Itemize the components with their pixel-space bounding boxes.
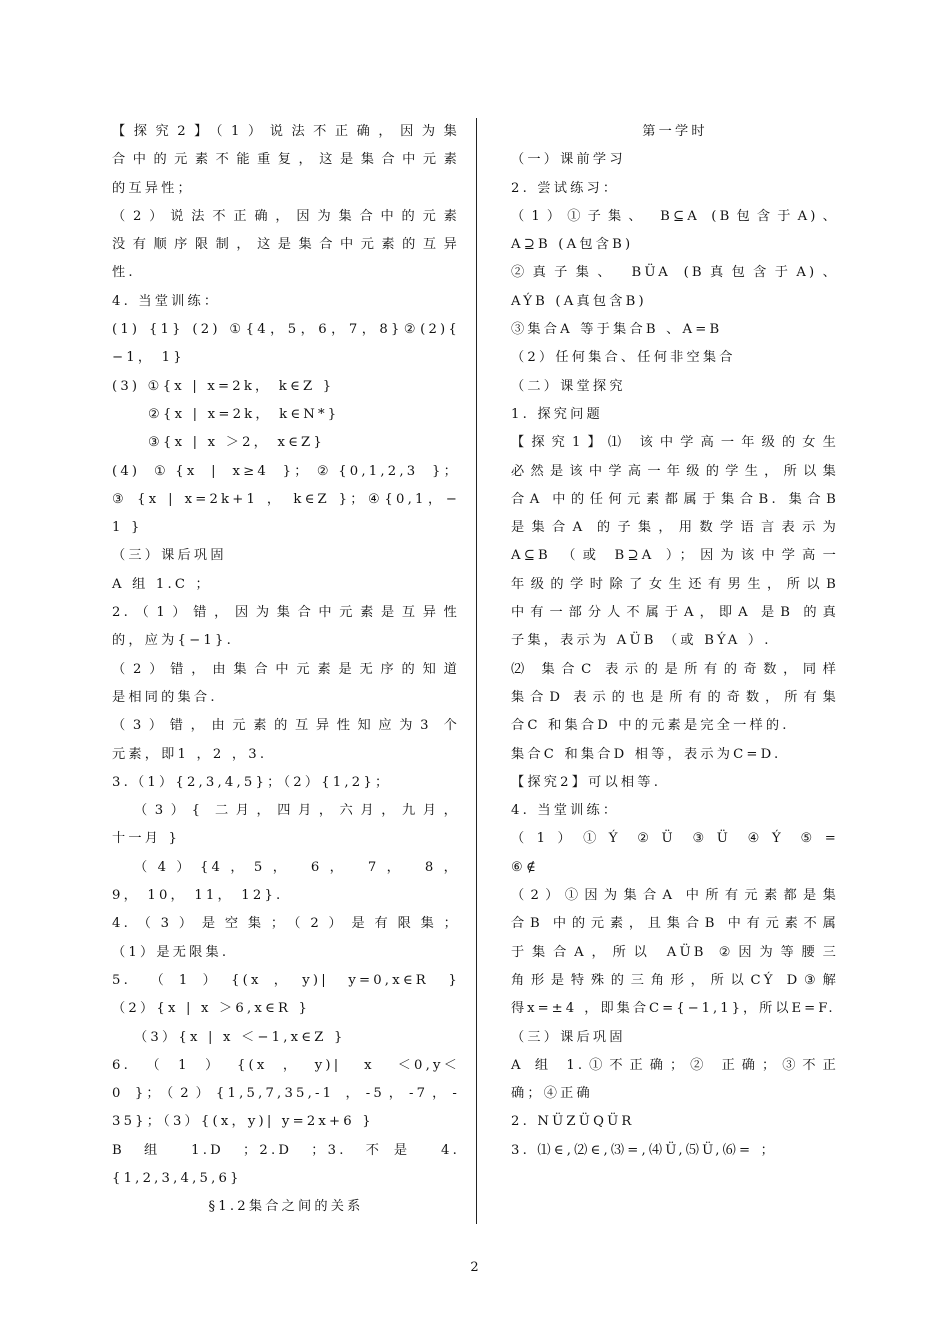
right-line-23: 集合C 和集合D 相等，表示为C=D. bbox=[511, 746, 782, 762]
left-line-11: ②{x | x=2k， k∈N*} bbox=[148, 406, 340, 422]
right-line-16: A⊆B （或 B⊇A ）；因为该中学高一 bbox=[511, 548, 839, 564]
right-line-2: （一）课前学习 bbox=[511, 152, 626, 168]
left-line-35: 0 }；（2）{1,5,7,35,-1 ，-5，-7，- bbox=[112, 1086, 460, 1102]
right-line-27: ⑥∉ bbox=[511, 859, 539, 875]
left-line-8: (1) {1} (2) ①{4，5，6，7，8}②(2){ bbox=[112, 322, 460, 338]
right-line-18: 中有一部分人不属于A，即A 是B 的真 bbox=[511, 605, 839, 621]
right-line-9: （2）任何集合、任何非空集合 bbox=[511, 350, 736, 366]
right-line-30: 于集合A，所以 AÜB ②因为等腰三 bbox=[511, 944, 839, 960]
left-line-3: 的互异性； bbox=[112, 180, 194, 196]
right-line-22: 合C 和集合D 中的元素是完全一样的. bbox=[511, 718, 790, 734]
left-line-17: A 组 1.C ； bbox=[112, 576, 212, 592]
right-line-17: 年级的学时除了女生还有男生，所以B bbox=[511, 576, 839, 592]
left-line-36: 35}；（3）{(x，y)| y=2x+6 } bbox=[112, 1114, 374, 1130]
column-divider bbox=[476, 118, 477, 1224]
right-line-26: （1）①Ý ②Ü ③Ü ④Ý ⑤= bbox=[511, 831, 839, 847]
left-line-30: （1）是无限集. bbox=[112, 944, 230, 960]
right-line-36: 2. NÜZÜQÜR bbox=[511, 1114, 635, 1130]
right-line-13: 必然是该中学高一年级的学生，所以集 bbox=[511, 463, 839, 479]
right-line-33: （三）课后巩固 bbox=[511, 1029, 626, 1045]
left-line-6: 性. bbox=[112, 265, 136, 281]
right-line-5: A⊇B (A包含B) bbox=[511, 237, 634, 253]
left-line-33: （3）{x | x ＜−1,x∈Z } bbox=[134, 1029, 346, 1045]
left-line-20: （2）错，由集合中元素是无序的知道 bbox=[112, 661, 460, 677]
right-line-3: 2. 尝试练习： bbox=[511, 180, 620, 196]
right-line-29: 合B 中的元素，且集合B 中有元素不属 bbox=[511, 916, 839, 932]
left-line-37: B 组 1.D ；2.D ；3. 不是 4. bbox=[112, 1142, 460, 1158]
left-column bbox=[112, 118, 460, 1222]
left-line-2: 合中的元素不能重复，这是集合中元素 bbox=[112, 152, 460, 168]
right-line-37: 3. ⑴∈,⑵∈,⑶=,⑷Ü,⑸Ü,⑹= ； bbox=[511, 1142, 778, 1158]
right-line-14: 合A 中的任何元素都属于集合B. 集合B bbox=[511, 491, 839, 507]
left-line-26: 十一月 } bbox=[112, 831, 181, 847]
right-line-11: 1. 探究问题 bbox=[511, 406, 603, 422]
left-line-38: {1,2,3,4,5,6} bbox=[112, 1170, 242, 1186]
right-line-32: 得x=±4 ，即集合C={−1,1}，所以E=F. bbox=[511, 1001, 836, 1017]
left-line-1: 【探究2】（1）说法不正确，因为集 bbox=[112, 124, 460, 139]
left-line-10: (3) ①{x | x=2k， k∈Z } bbox=[112, 378, 335, 394]
left-line-7: 4. 当堂训练： bbox=[112, 293, 221, 309]
right-line-7: AÝB (A真包含B) bbox=[511, 293, 647, 309]
left-line-27: （4）{4，5， 6， 7， 8， bbox=[134, 859, 460, 875]
right-line-24: 【探究2】可以相等. bbox=[511, 774, 662, 790]
left-line-12: ③{x | x ＞2， x∈Z} bbox=[148, 435, 326, 451]
page-number: 2 bbox=[470, 1260, 480, 1275]
left-line-32: （2）{x | x ＞6,x∈R } bbox=[112, 1001, 311, 1017]
left-line-23: 元素，即1 ，2 ，3. bbox=[112, 746, 268, 762]
left-line-4: （2）说法不正确，因为集合中的元素 bbox=[112, 208, 460, 224]
left-line-13: (4) ①{x | x≥4 }；②{0,1,2,3 }； bbox=[112, 463, 460, 479]
left-line-19: 的，应为{−1}. bbox=[112, 633, 234, 649]
right-column bbox=[511, 118, 839, 1165]
right-line-19: 子集，表示为 AÜB （或 BÝA ）. bbox=[511, 633, 772, 649]
left-line-25: （3）{ 二月，四月，六月，九月， bbox=[134, 803, 460, 819]
right-line-10: （二）课堂探究 bbox=[511, 378, 626, 394]
right-line-12: 【探究1】⑴ 该中学高一年级的女生 bbox=[511, 435, 839, 451]
right-line-15: 是集合A 的子集，用数学语言表示为 bbox=[511, 520, 839, 536]
left-line-31: 5. （1）{(x，y)| y=0,x∈R } bbox=[112, 972, 460, 988]
left-line-18: 2.（1）错，因为集合中元素是互异性 bbox=[112, 605, 460, 621]
right-line-31: 角形是特殊的三角形，所以CÝ D③解 bbox=[511, 972, 839, 988]
left-line-16: （三）课后巩固 bbox=[112, 548, 227, 564]
left-line-5: 没有顺序限制，这是集合中元素的互异 bbox=[112, 237, 460, 253]
right-line-6: ②真子集、 BÜA (B真包含于A)、 bbox=[511, 265, 839, 281]
left-line-29: 4.（3）是空集；（2）是有限集； bbox=[112, 916, 460, 932]
left-line-14: ③ {x | x=2k+1 ， k∈Z }；④{0,1，− bbox=[112, 491, 460, 507]
right-line-4: （1）①子集、 B⊆A (B包含于A)、 bbox=[511, 208, 839, 224]
left-line-28: 9， 10， 11， 12}. bbox=[112, 888, 284, 904]
section-heading: §1.2集合之间的关系 bbox=[208, 1199, 364, 1215]
right-line-34: A 组 1.①不正确；② 正确；③不正 bbox=[511, 1057, 839, 1073]
right-line-20: ⑵ 集合C 表示的是所有的奇数，同样 bbox=[511, 661, 839, 677]
left-line-15: 1 } bbox=[112, 520, 143, 536]
left-line-24: 3.（1）{2,3,4,5}；（2）{1,2}； bbox=[112, 774, 392, 790]
right-line-21: 集合D 表示的也是所有的奇数，所有集 bbox=[511, 689, 839, 705]
left-line-34: 6.（1）{(x，y)| x ＜0,y＜ bbox=[112, 1057, 460, 1073]
right-line-25: 4. 当堂训练： bbox=[511, 803, 620, 819]
right-line-8: ③集合A 等于集合B 、A=B bbox=[511, 322, 723, 338]
right-line-28: （2）①因为集合A 中所有元素都是集 bbox=[511, 888, 839, 904]
lesson-heading: 第一学时 bbox=[642, 124, 708, 139]
right-line-35: 确；④正确 bbox=[511, 1086, 593, 1102]
left-line-9: −1， 1} bbox=[112, 350, 185, 366]
left-line-21: 是相同的集合. bbox=[112, 689, 218, 705]
left-line-22: （3）错，由元素的互异性知应为3 个 bbox=[112, 718, 460, 734]
